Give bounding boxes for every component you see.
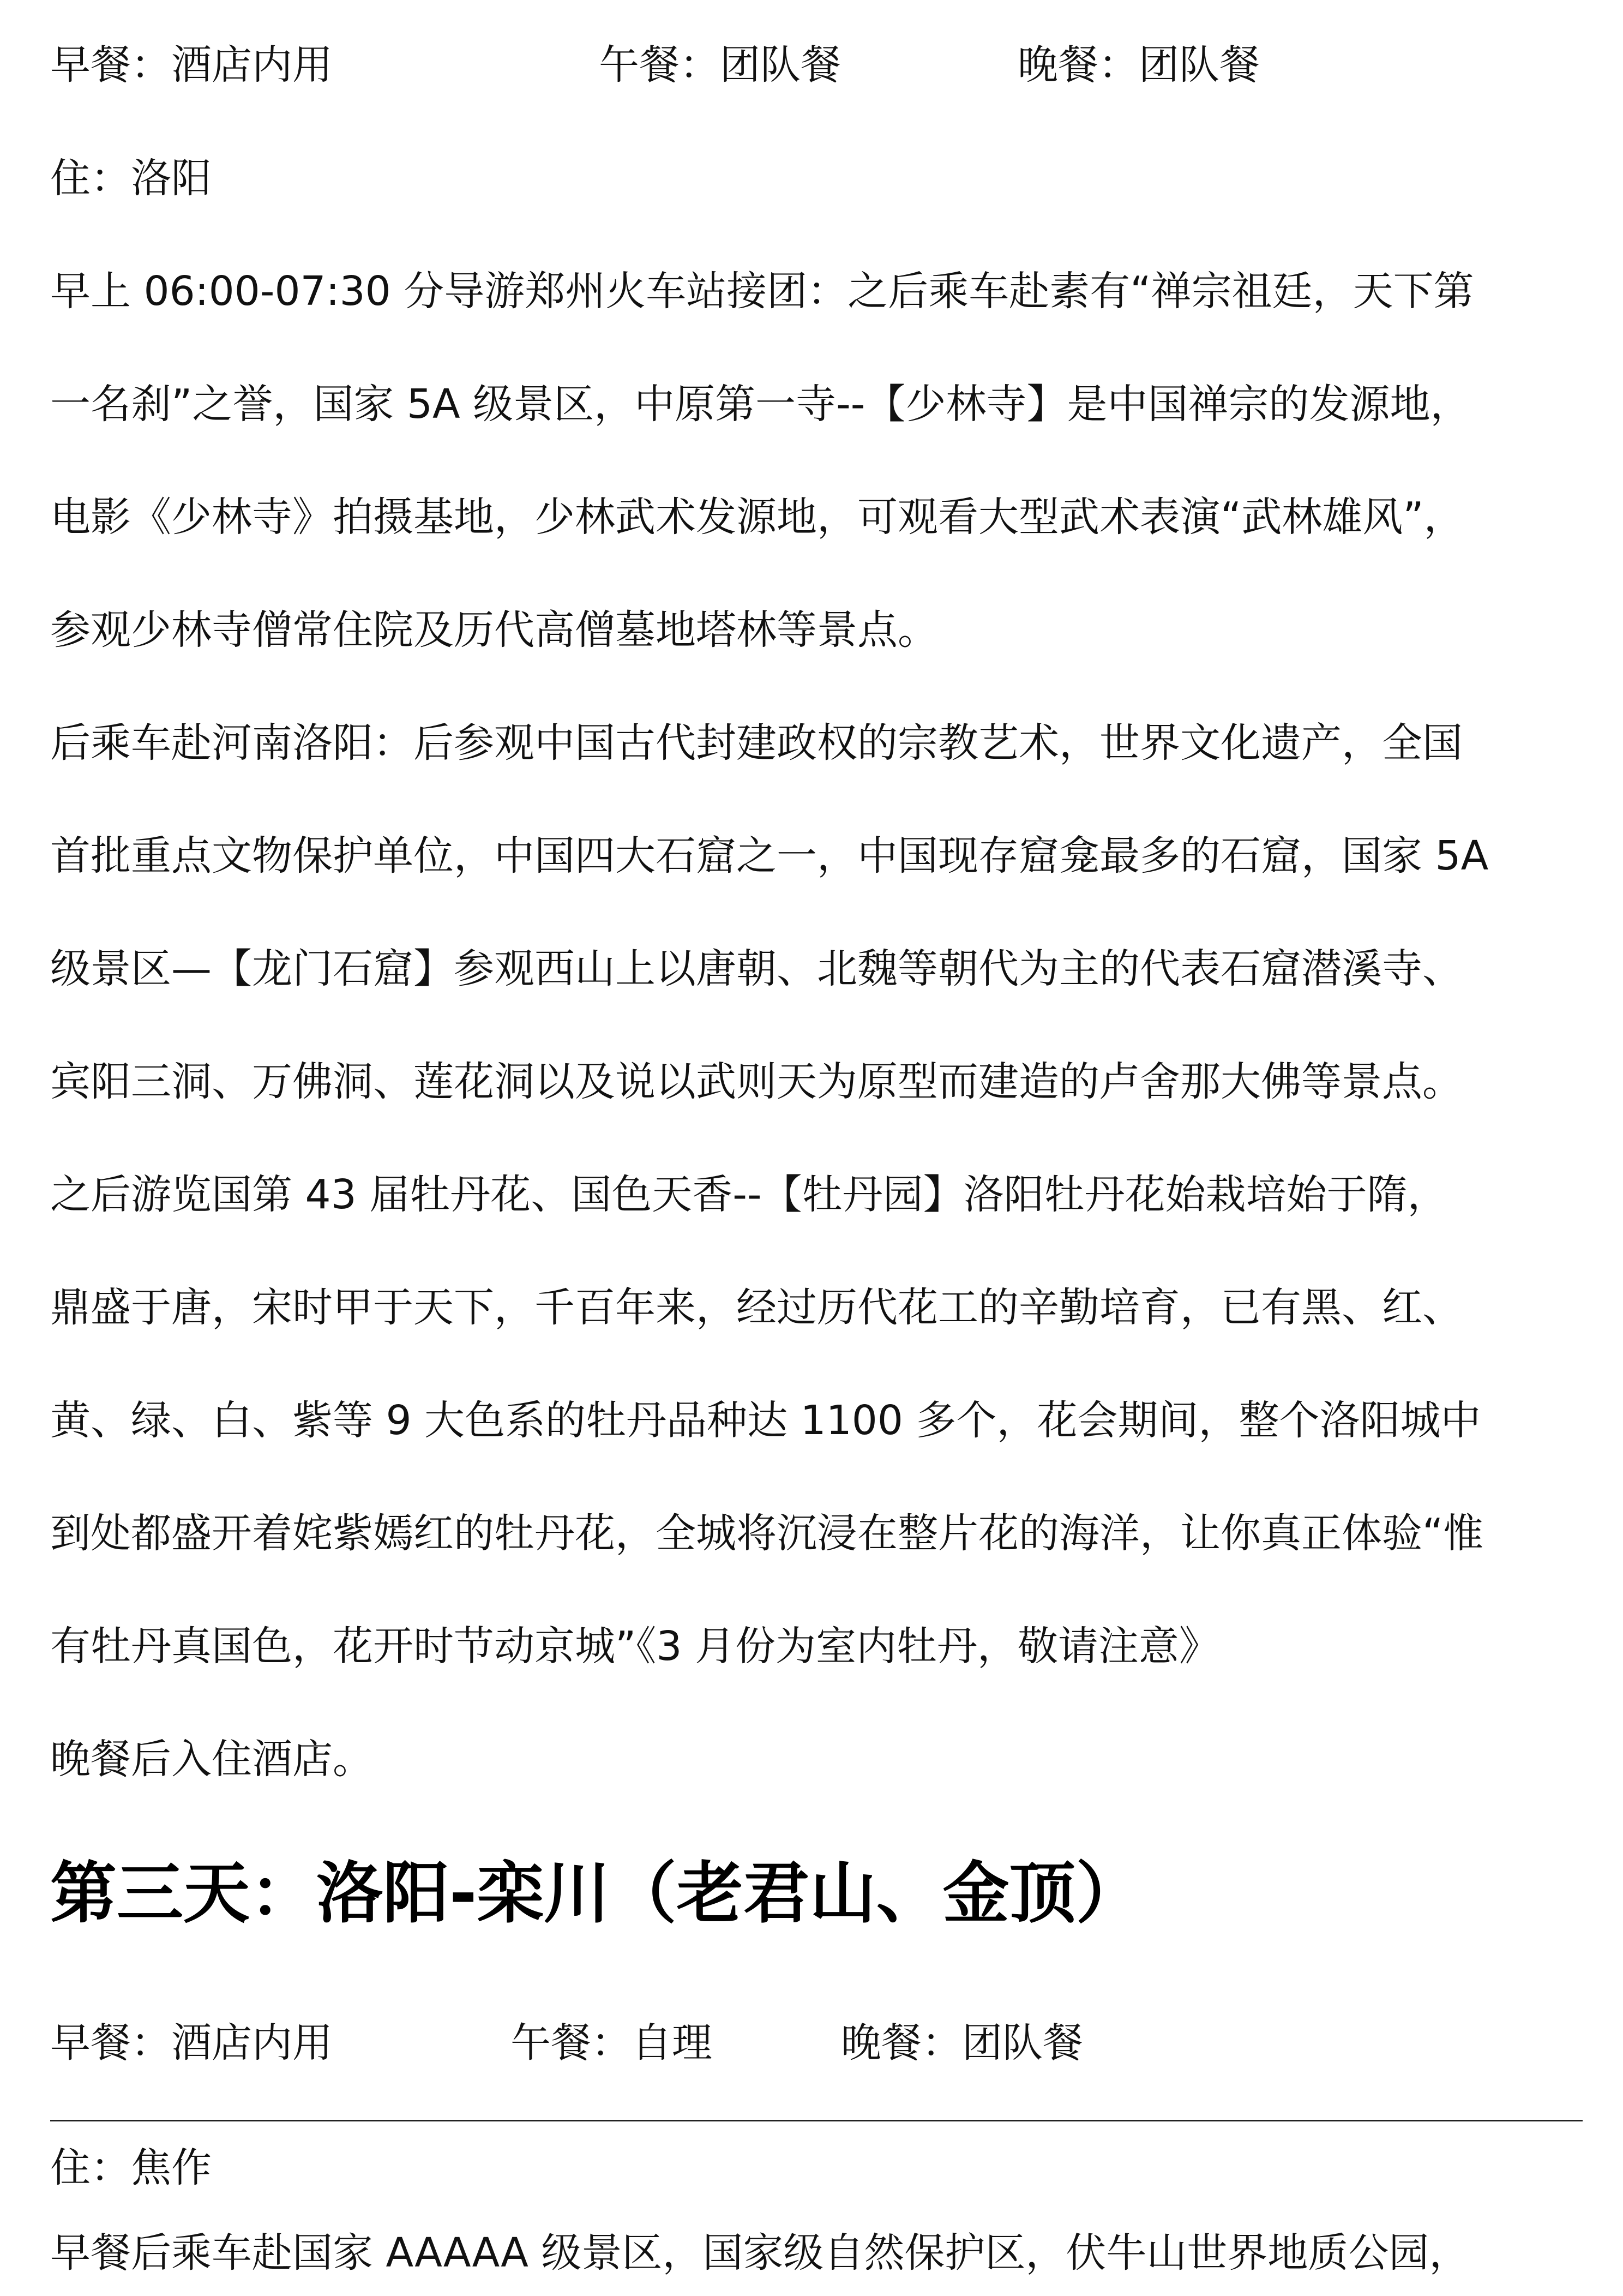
day3-paragraph-1-line-1: 早餐后乘车赴国家 AAAAA 级景区，国家级自然保护区，伏牛山世界地质公园， bbox=[50, 2229, 1470, 2276]
day2-paragraph-1-line-1: 早上 06:00-07:30 分导游郑州火车站接团：之后乘车赴素有“禅宗祖廷，天下第 bbox=[50, 268, 1474, 315]
day3-lunch: 午餐：自理 bbox=[510, 2019, 712, 2066]
day2-paragraph-1-line-2: 一名刹”之誉，国家 5A 级景区，中原第一寺--【少林寺】是中国禅宗的发源地， bbox=[50, 381, 1471, 428]
day3-lodging: 住：焦作 bbox=[50, 2144, 212, 2191]
section-divider bbox=[50, 2120, 1583, 2121]
day3-dinner: 晚餐：团队餐 bbox=[841, 2019, 1083, 2066]
day2-breakfast: 早餐：酒店内用 bbox=[50, 41, 333, 88]
day2-lunch: 午餐：团队餐 bbox=[599, 41, 841, 88]
day2-lodging: 住：洛阳 bbox=[50, 155, 212, 202]
day2-dinner: 晚餐：团队餐 bbox=[1018, 41, 1260, 88]
day2-paragraph-3-line-3: 黄、绿、白、紫等 9 大色系的牡丹品种达 1100 多个，花会期间，整个洛阳城中 bbox=[50, 1397, 1481, 1444]
day2-paragraph-3-line-4: 到处都盛开着姹紫嫣红的牡丹花，全城将沉浸在整片花的海洋，让你真正体验“惟 bbox=[50, 1510, 1484, 1557]
day2-paragraph-1-line-4: 参观少林寺僧常住院及历代高僧墓地塔林等景点。 bbox=[50, 607, 938, 654]
day2-paragraph-2-line-2: 首批重点文物保护单位，中国四大石窟之一，中国现存窟龛最多的石窟，国家 5A bbox=[50, 832, 1489, 879]
day2-paragraph-2-line-3: 级景区—【龙门石窟】参观西山上以唐朝、北魏等朝代为主的代表石窟潜溪寺、 bbox=[50, 945, 1463, 992]
day2-paragraph-3-line-1: 之后游览国第 43 届牡丹花、国色天香--【牡丹园】洛阳牡丹花始栽培始于隋， bbox=[50, 1171, 1448, 1218]
day2-meal-row bbox=[50, 41, 1583, 88]
day2-paragraph-2-line-4: 宾阳三洞、万佛洞、莲花洞以及说以武则天为原型而建造的卢舍那大佛等景点。 bbox=[50, 1058, 1463, 1105]
day2-closing-note: 晚餐后入住酒店。 bbox=[50, 1736, 373, 1783]
day2-paragraph-3-line-5: 有牡丹真国色，花开时节动京城”《3 月份为室内牡丹，敬请注意》 bbox=[50, 1623, 1219, 1670]
day2-paragraph-3-line-2: 鼎盛于唐，宋时甲于天下，千百年来，经过历代花工的辛勤培育，已有黑、红、 bbox=[50, 1284, 1463, 1331]
day3-meal-row bbox=[50, 2019, 1583, 2066]
day3-title: 第三天：洛阳-栾川（老君山、金顶） bbox=[50, 1855, 1143, 1932]
day2-paragraph-1-line-3: 电影《少林寺》拍摄基地，少林武术发源地，可观看大型武术表演“武林雄风”， bbox=[50, 494, 1464, 541]
day2-paragraph-2-line-1: 后乘车赴河南洛阳：后参观中国古代封建政权的宗教艺术，世界文化遗产，全国 bbox=[50, 720, 1463, 766]
day3-breakfast: 早餐：酒店内用 bbox=[50, 2019, 333, 2066]
